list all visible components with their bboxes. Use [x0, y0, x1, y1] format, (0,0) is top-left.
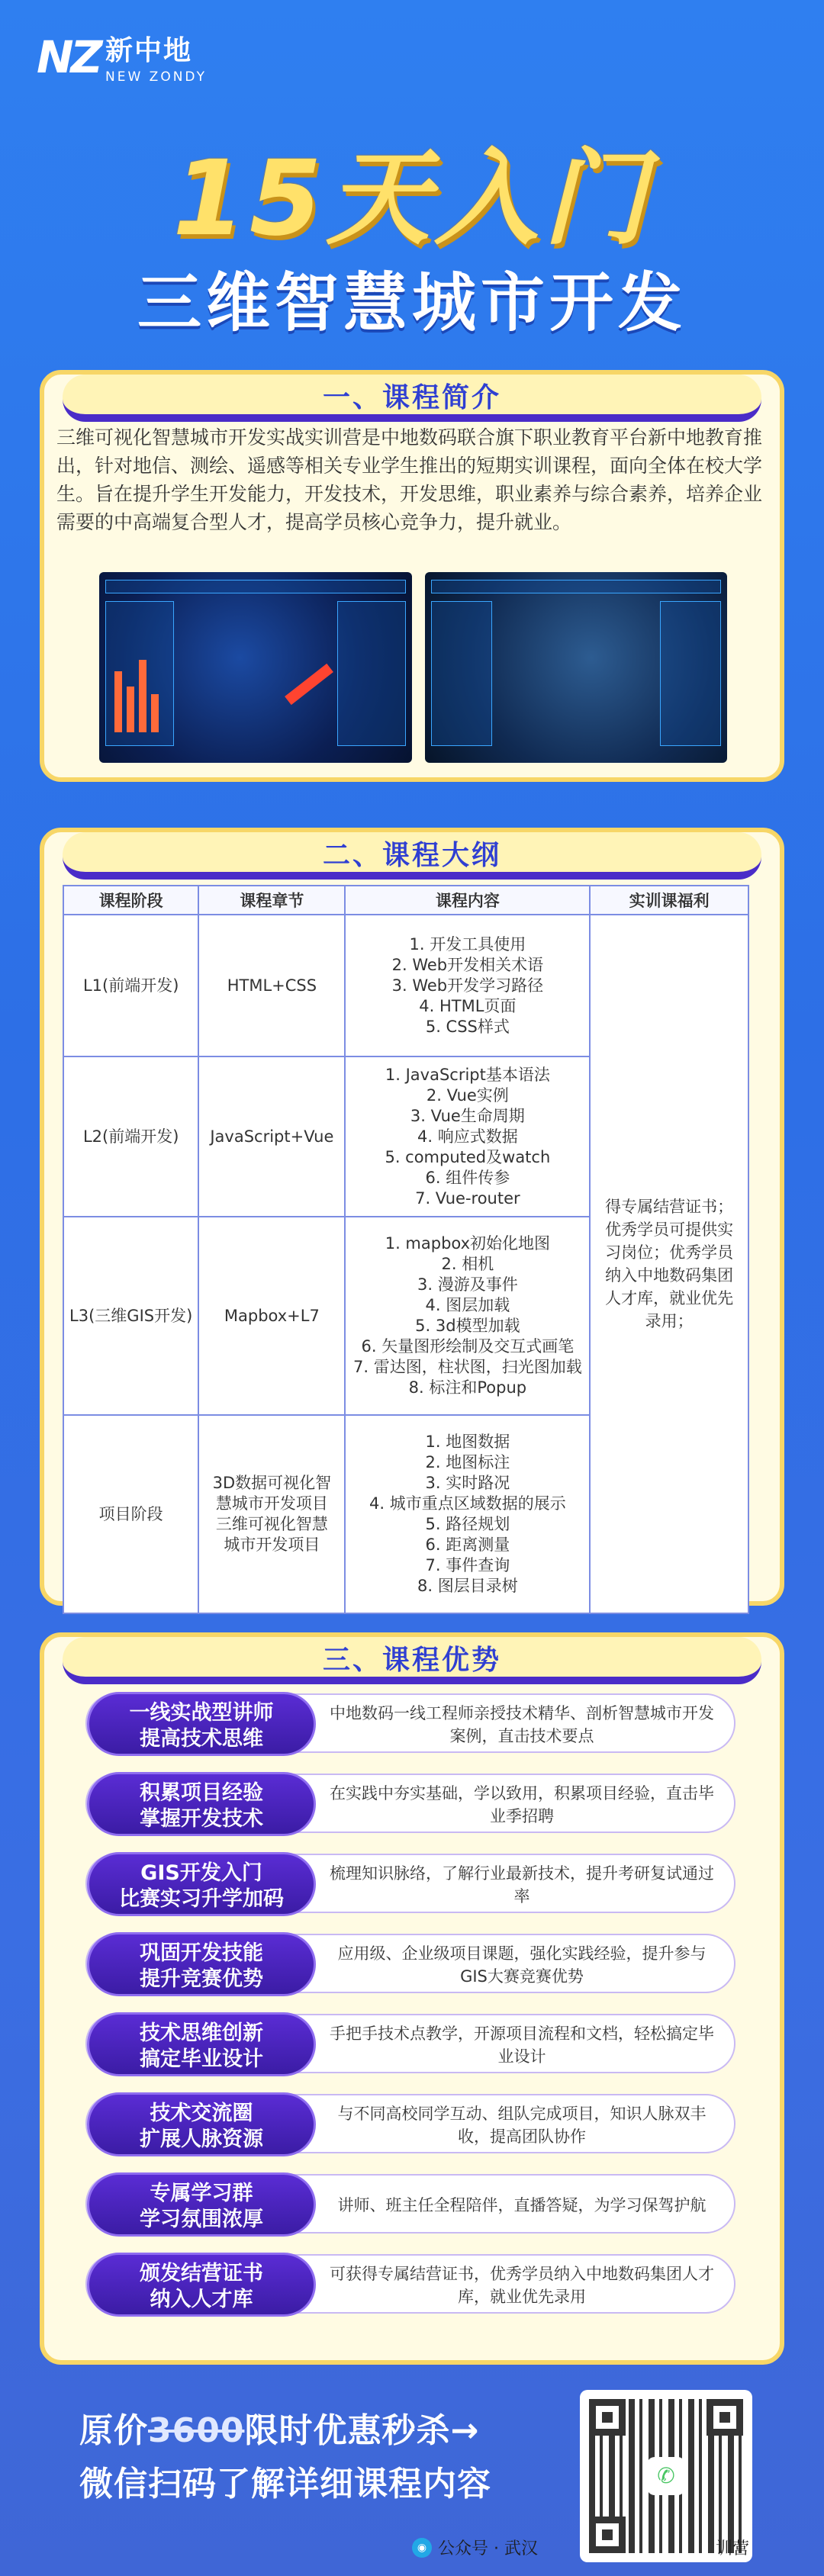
content-item: 5. 路径规划 — [425, 1515, 510, 1533]
price-line: 原价3600限时优惠秒杀→ — [79, 2411, 480, 2450]
advantage-label-line2: 学习氛围浓厚 — [140, 2208, 263, 2231]
content-item: 4. 响应式数据 — [417, 1127, 518, 1146]
header-benefit: 实训课福利 — [590, 886, 748, 915]
content-item: 8. 标注和Popup — [408, 1378, 527, 1397]
advantage-label — [87, 1852, 316, 1916]
header-content: 课程内容 — [345, 886, 590, 915]
content-item: 4. 城市重点区域数据的展示 — [369, 1494, 566, 1513]
stage-cell: L2(前端开发) — [63, 1056, 198, 1217]
brand-name-cn: 新中地 — [105, 35, 193, 66]
stage-cell: L3(三维GIS开发) — [63, 1217, 198, 1415]
header-chapter: 课程章节 — [198, 886, 345, 915]
content-item: 3. Web开发学习路径 — [391, 976, 544, 995]
advantage-row — [85, 1934, 735, 1993]
advantage-label-line1: 一线实战型讲师 — [129, 1701, 274, 1725]
section-heading: 一、课程简介 — [63, 375, 761, 422]
advantage-label-line1: 专属学习群 — [150, 2182, 253, 2205]
hero-title: 15天入门 — [172, 139, 652, 259]
advantage-label-line2: 提高技术思维 — [140, 1727, 263, 1751]
content-item: 6. 组件传参 — [425, 1168, 510, 1187]
advantage-description: 可获得专属结营证书，优秀学员纳入中地数码集团人才库，就业优先录用 — [330, 2265, 714, 2306]
content-cell — [345, 1056, 590, 1217]
brand-logo — [37, 29, 207, 85]
chapter-cell: Mapbox+L7 — [198, 1217, 345, 1415]
old-price: 3600 — [148, 2411, 245, 2450]
advantage-label-line1: 技术思维创新 — [140, 2021, 263, 2045]
advantage-row — [85, 2094, 735, 2153]
content-cell — [345, 1217, 590, 1415]
content-item: 6. 矢量图形绘制及交互式画笔 — [361, 1337, 575, 1356]
watermark-tail: 训营 — [716, 2539, 750, 2558]
advantage-label-line1: 颁发结营证书 — [140, 2262, 263, 2285]
content-item: 6. 距离测量 — [425, 1536, 510, 1554]
content-item: 1. JavaScript基本语法 — [385, 1065, 550, 1084]
stage-cell: 项目阶段 — [63, 1415, 198, 1613]
section-heading: 二、课程大纲 — [63, 832, 761, 880]
advantage-label-line2: 扩展人脉资源 — [140, 2127, 263, 2151]
chapter-cell: HTML+CSS — [198, 915, 345, 1056]
logo-mark: NZ — [37, 31, 100, 83]
content-item: 7. Vue-router — [415, 1188, 520, 1208]
advantage-label-line1: 积累项目经验 — [140, 1781, 263, 1805]
content-item: 8. 图层目录树 — [417, 1577, 518, 1595]
advantage-label — [87, 2092, 316, 2156]
content-item: 7. 雷达图，柱状图，扫光图加载 — [353, 1358, 582, 1376]
advantage-label-line1: 技术交流圈 — [150, 2102, 253, 2125]
advantage-label-line2: 掌握开发技术 — [140, 1807, 263, 1831]
table-header-row — [63, 886, 748, 915]
content-item: 4. 图层加载 — [425, 1296, 510, 1314]
content-item: 4. HTML页面 — [419, 996, 517, 1015]
advantage-label — [87, 1772, 316, 1836]
advantage-label-line2: 提升竞赛优势 — [140, 1967, 263, 1991]
dashboard-screenshot-2 — [425, 572, 727, 763]
dashboard-screenshot-1 — [99, 572, 412, 763]
content-item: 1. mapbox初始化地图 — [385, 1234, 551, 1253]
content-cell — [345, 1415, 590, 1613]
content-item: 3. Vue生命周期 — [410, 1106, 525, 1125]
advantage-row — [85, 2174, 735, 2233]
advantage-description: 应用级、企业级项目课题，强化实践经验，提升参与GIS大赛竞赛优势 — [337, 1944, 707, 1986]
course-intro-text: 三维可视化智慧城市开发实战实训营是中地数码联合旗下职业教育平台新中地教育推出，针对地信、测绘、遥感等相关专业学生推出的短期实训课程，面向全体在校大学生。旨在提升学生开发能力，开发技术，开发思维，职业素养与综合素养，培养企业需要的中高端复合型人才，提高学员核心竞争力，提升就业。 — [56, 426, 763, 533]
advantage-label-line1: GIS开发入门 — [140, 1861, 262, 1885]
content-item: 2. Web开发相关术语 — [391, 955, 544, 974]
content-cell — [345, 915, 590, 1056]
wechat-account-icon: ◉ — [412, 2538, 432, 2558]
advantage-label — [87, 1932, 316, 1996]
advantage-description: 中地数码一线工程师亲授技术精华、剖析智慧城市开发案例，直击技术要点 — [330, 1704, 714, 1745]
content-item: 3. 漫游及事件 — [417, 1275, 518, 1294]
scan-cta: 微信扫码了解详细课程内容 — [79, 2465, 491, 2504]
wechat-icon: ✆ — [647, 2457, 685, 2495]
chapter-cell: JavaScript+Vue — [198, 1056, 345, 1217]
advantage-label-line1: 巩固开发技能 — [140, 1941, 263, 1965]
content-item: 7. 事件查询 — [425, 1556, 510, 1574]
table-row — [63, 915, 748, 1056]
advantage-row — [85, 2254, 735, 2314]
advantage-description: 在实践中夯实基础，学以致用，积累项目经验，直击毕业季招聘 — [330, 1784, 714, 1825]
advantage-label — [87, 2172, 316, 2237]
content-item: 2. 相机 — [441, 1255, 494, 1273]
advantage-row — [85, 1693, 735, 1753]
content-item: 5. CSS样式 — [425, 1017, 510, 1036]
advantage-row — [85, 1854, 735, 1913]
brand-name-en: NEW ZONDY — [105, 69, 207, 85]
advantage-label-line2: 比赛实习升学加码 — [119, 1887, 284, 1911]
content-item: 2. 地图标注 — [425, 1453, 510, 1471]
header-stage: 课程阶段 — [63, 886, 198, 915]
content-item: 1. 地图数据 — [425, 1433, 510, 1451]
advantage-row — [85, 2014, 735, 2073]
advantage-row — [85, 1774, 735, 1833]
advantage-label-line2: 搞定毕业设计 — [140, 2047, 263, 2071]
advantage-label-line2: 纳入人才库 — [150, 2288, 253, 2311]
syllabus-table — [63, 885, 749, 1614]
content-item: 5. 3d模型加载 — [415, 1317, 520, 1335]
advantage-description: 梳理知识脉络，了解行业最新技术，提升考研复试通过率 — [330, 1864, 714, 1905]
chapter-cell: 3D数据可视化智慧城市开发项目三维可视化智慧城市开发项目 — [198, 1415, 345, 1613]
content-item: 1. 开发工具使用 — [409, 934, 526, 954]
content-item: 2. Vue实例 — [426, 1085, 509, 1105]
advantage-label — [87, 2253, 316, 2317]
content-item: 3. 实时路况 — [425, 1474, 510, 1492]
account-watermark: ◉ 公众号 · 武汉 — [412, 2536, 538, 2559]
content-item: 5. computed及watch — [385, 1147, 551, 1166]
advantage-description: 讲师、班主任全程陪伴，直播答疑，为学习保驾护航 — [337, 2196, 707, 2214]
section-heading: 三、课程优势 — [63, 1637, 761, 1684]
advantage-label — [87, 1692, 316, 1756]
stage-cell: L1(前端开发) — [63, 915, 198, 1056]
hero-subtitle: 三维智慧城市开发 — [137, 265, 687, 340]
advantage-description: 与不同高校同学互动、组队完成项目，知识人脉双丰收，提高团队协作 — [337, 2105, 707, 2146]
benefit-cell: 得专属结营证书；优秀学员可提供实习岗位；优秀学员纳入中地数码集团人才库，就业优先录用； — [590, 915, 748, 1613]
advantage-description: 手把手技术点教学，开源项目流程和文档，轻松搞定毕业设计 — [330, 2024, 714, 2066]
advantage-label — [87, 2012, 316, 2076]
